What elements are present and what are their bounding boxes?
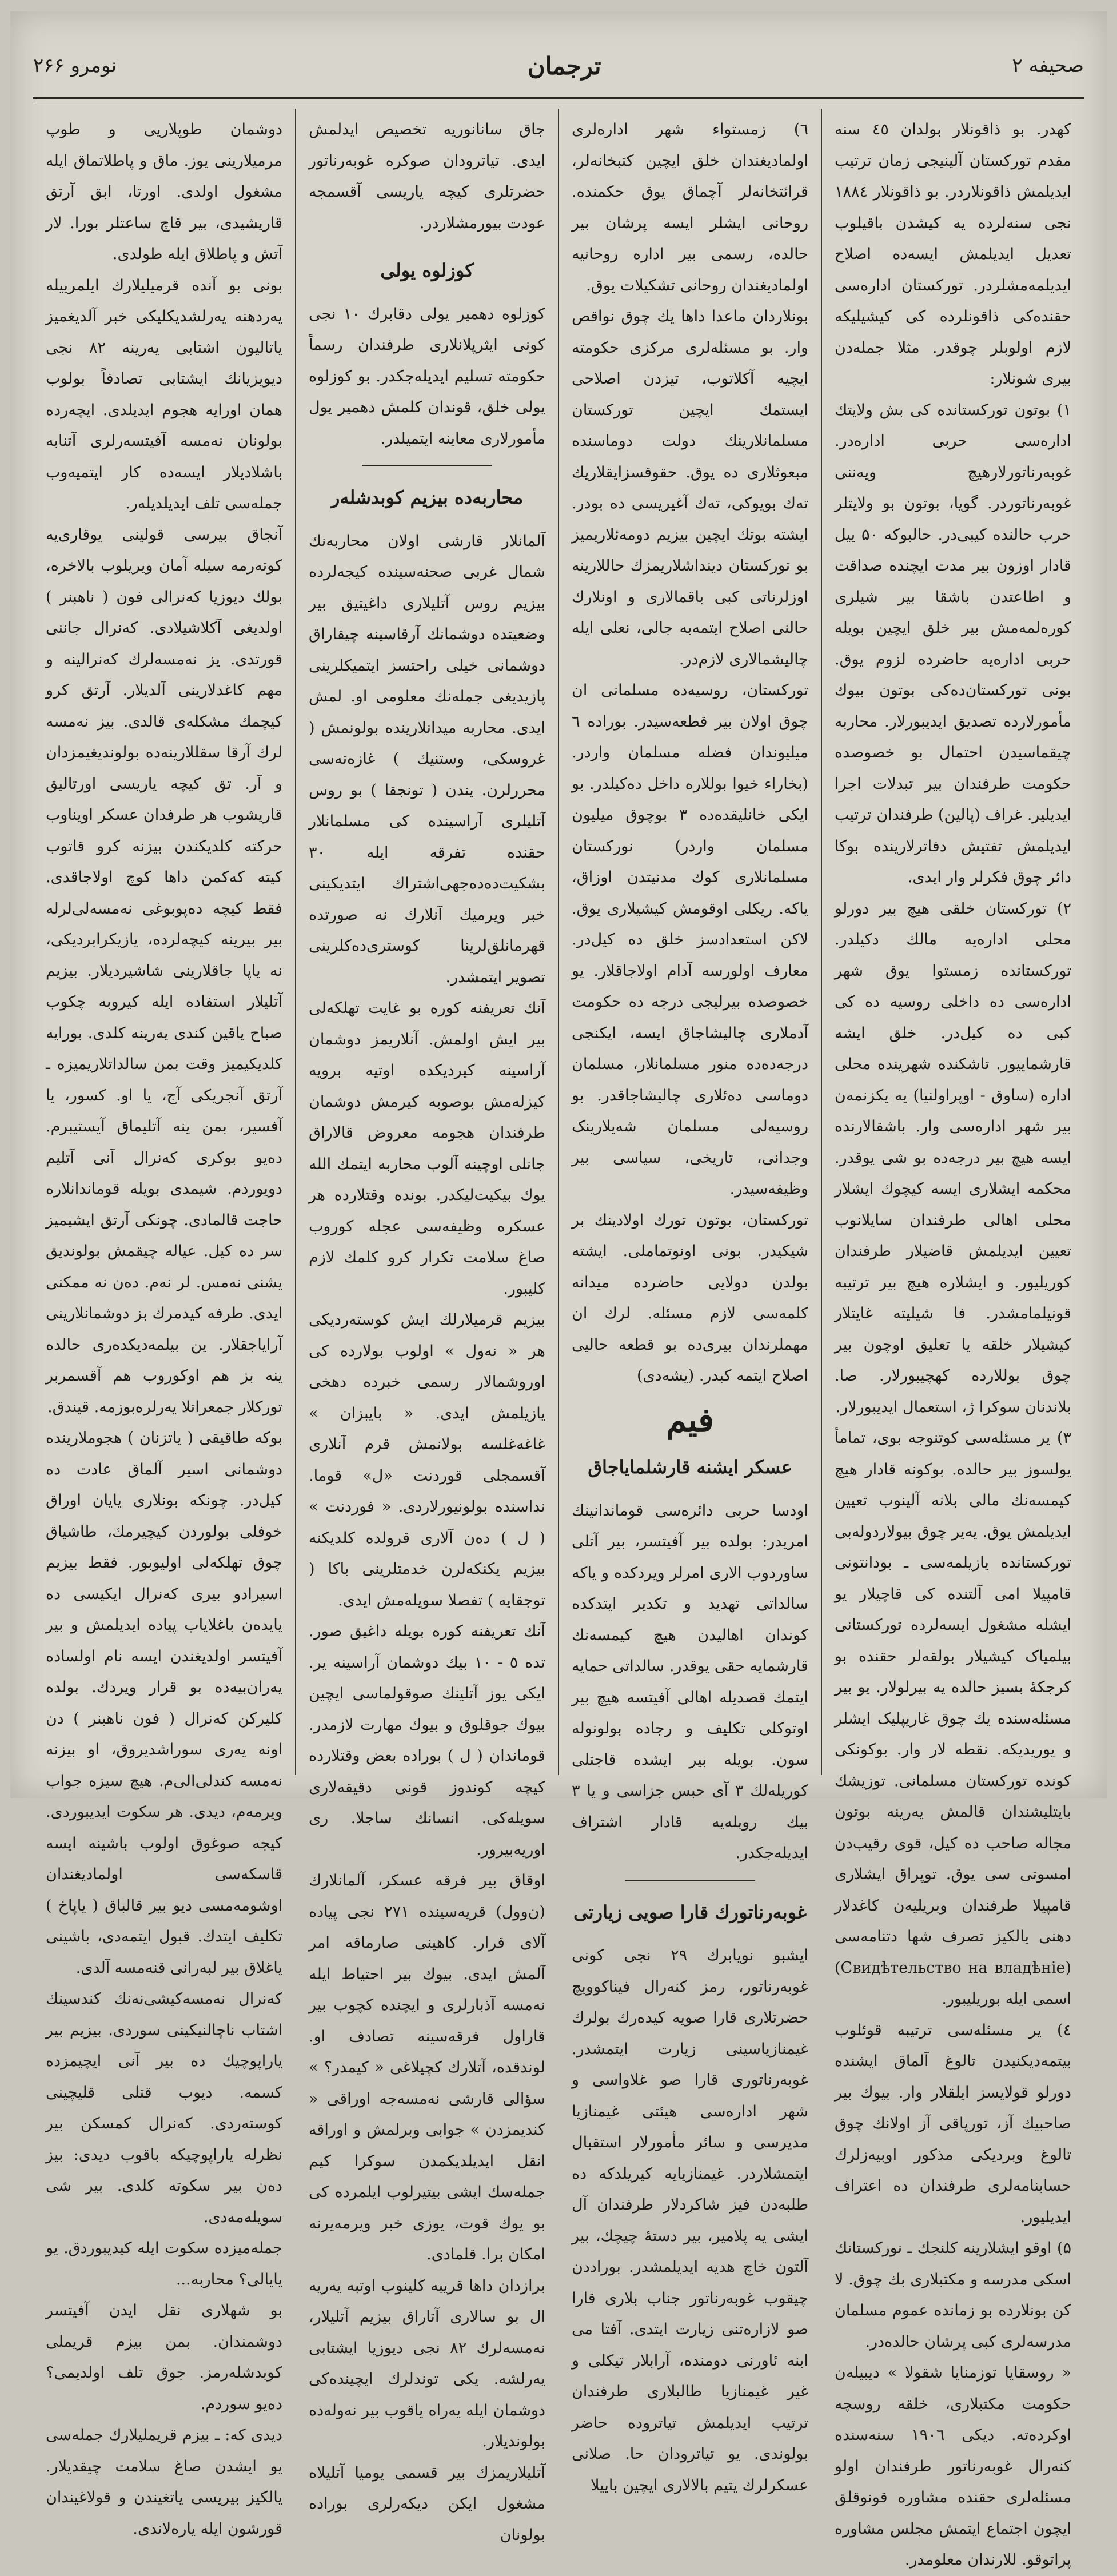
column-1-paragraph: کهدر. بو ذاقونلار بولدان ٤٥ سنه مقدم تورکستان آلینیجی زمان ترتیب ایدیلمش ذاقونلاردر. بو ذاقونلار ۱۸۸٤ نجی سنه‌لرده یه کیشدن باقیلوب تعدیل ایدیلمش ایسه‌ده اصلاح ایدیلمه‌مشلردر. تورکستان اداره‌سی حقنده‌کی ذاقونلرده کی کیشیلیکه لازم اولوبلر چوقدر. مثلا جمله‌دن بیری شونلار: xyxy=(835,121,1071,388)
masthead-rule xyxy=(33,97,1084,99)
column-3-paragraph: آنك تعریفنه کوره بو غایت تهلکه‌لی بیر ایش اولمش. آنلاریمز دوشمان آراسینه کیردیکده اوتیه برویه کیزله‌مش بوصوبه کیرمش دوشمان طرفندان هجومه معروض قالاراق جانلی اوچینه آلوب محاربه ایتمك الله یوك بیکیت‌لیکدر. بونده وقتلارده هر عسکره وظیفه‌سی عجله کوروب صاغ سلامت تکرار کرو کلمك لازم کلیبور. xyxy=(309,999,545,1298)
column-4 xyxy=(33,109,295,2538)
article-headline: محاربه‌ده بیزیم کوبدشله‌ر xyxy=(330,487,524,508)
text-columns xyxy=(33,109,1084,2569)
article-headline: غوبه‌رناتورك قارا صویی زیارتی xyxy=(573,1901,807,1923)
column-3-paragraph: آنك تعریفنه کوره بویله داغیق صور. تده ٥ - ۱۰ بیك دوشمان آراسینه یر. ایکی یوز آتلینك صوقولماسی ایچین بیوك جوقلوق و بیوك مهارت لازمدر. قوماندان ( ل ) بوراده بعض وقتلارده کیچه کوندوز قونی دقیقه‌لاری سویله‌کی. انسانك ساجلا. ری اوریه‌بیرور. xyxy=(309,1622,545,1859)
column-1-paragraph: ۱) بوتون تورکستانده کی بش ولایتك اداره‌سی حربی اداره‌در. غوبه‌رناتورلار‌هیچ ویه‌ننی غوبه‌رناتوردر. گویا، بوتون بو ولایتلر حرب حالنده کیبی‌در. حالبوکه ۵۰ ییل قادار اوزون بیر مدت ایچنده صداقت و اطاعتدن باشقا بیر شیلری کوره‌لمه‌مش بیر خلق ایچین بویله حربی اداره‌یه حاضرده لزوم یوق. بونی تورکستان‌ده‌کی بوتون بیوك مأمورلارده تصدیق ایدیبورلار. محاربه چیقماسیدن احتمال بو خصوصده حکومت طرفندان بیر تبدلات اجرا ایدیلیر. غراف (پالین) طرفندان ترتیب ایدیلمش تفتیش دفاترلارینده بوکا دائر چوق فکرلر وار ایدی. xyxy=(835,401,1072,886)
column-4-paragraph: آنجاق بیرسی قولینی یوقاری‌یه کوته‌رمه سیله آمان ویریلوب بالاخره، بولك دیوزیا که‌نرالی فون ( ناهبنر ) اولدیغی آکلاشیلادی. که‌نرال جاننی قورتدی. یز نه‌مسه‌لرك که‌نرالینه و مهم کاغدلارینی آلدیلار. آرتق کرو کیچمك مشکله‌ی قالدی. بیز نه‌مسه لرك آرقا سقللارینه‌ده بولوندیغیمزدان و آر. تق کیچه یاریسی اورتالیق قاریشوب هر طرفدان عسکر اویناوب حرکته کلدیکندن بیزنه کرو قاتوب کیته که‌کمن داها کوچ اولاجاقدی. فقط کیچه ده‌پوبوغی نه‌مسه‌لی‌لرله بیر بیرینه کیچه‌لرده، یازیکرابردیکی، نه یاپا جاقلارینی شاشیردیلار. بیزیم آتلیلار استفاده ایله کیروبه چکوب صباح یاقین کندی یه‌رینه کلدی. بورایه کلدیکیمیز وقت بمن سالداتلاریمیزه ـ آرتق آنجریکی آج، یا او. کسور، یا آفسیر، بمن ینه آتلیماق آیستیبرم. ده‌یو بوکری که‌نرال آنی آتلیم دویوردم. شیمدی بویله قوماندانلاره حاجت قالمادی. چونکی آرتق ایشیمیز سر ده کیل. عیاله چیقمش بولوندیق یشنی نه‌مس. لر نه‌م. ده‌ن نه ممکنی ایدی. طرفه کیدمرك بز دوشمانلارینی آرایاجقلار. ین بیلمه‌دیکده‌ری حالده ینه بز هم او‌کوروب هم آقسمربر تورکلار جمعراتلا یه‌رلره‌بوزمه. قیندق. xyxy=(46,525,282,1416)
column-4-paragraph: دیدی که: ـ بیزم قریملیلارك جمله‌سی یو ایشدن صاغ سلامت چیقدیلار. یالکیز بیریسی یاتغیندن و قولاغیندان قورشون ایله یاره‌لاندی. xyxy=(46,2426,282,2538)
page-number-label: صحیفه ۲ xyxy=(1012,54,1084,77)
column-2-paragraph: ٦) زمستواء شهر اداره‌لری اولمادیغندان خلق ایچین کتبخانه‌لر، قرائتخانه‌لر آچماق یوق حکمنده. روحانی ایشلر ایسه پرشان بیر حالده، رسمی بیر اداره روحانیه اولمادیغندان روحانی تشکیلات یوق. xyxy=(572,121,808,294)
column-4-paragraph: دوشمان طوپلاریی و طوپ مرمیلارینی یوز. ماق و پاطلاتماق ایله مشغول اولدی. اورتا، ابق آرتق قاریشیدی، بیر قاچ ساعتلر بورا. لار آتش و پاطلاق ایله طولدی. xyxy=(46,121,282,263)
column-1-paragraph: ٤) یر مسئله‌سی ترتیبه قوئلوب بیتمه‌دیکنیدن تالوغ آلماق ایشنده دورلو قولایسز ایلقلار وار. بیوك بیر صاحبیك آز، تورپاقی آز اولانك چوق تالوغ وبردیکی مذکور اوبیه‌زلرك حسابنامه‌لری طرفندان ده اعتراف ایدیلیور. xyxy=(835,2021,1071,2226)
column-1-paragraph: ۲) تورکستان خلقی هیچ بیر دورلو محلی اداره‌یه مالك دکیلدر. تورکستانده زمستوا یوق شهر اداره‌سی ده داخلی روسیه ده کی کبی ده کیل‌در. خلق ایشه قارشماییور. تاشکنده شهرینده محلی اداره (ساوق - اوپراولنیا) یه یکزنمه‌ن بیر شهر اداره‌سی وار. باشقالارنده ایسه هیچ بیر درجه‌ده بو شی یوقدر. محکمه ایشلاری ایسه کیچوك ایشلار محلی اهالی طرفندان سایلانوب تعیین ایدیلمش قاضیلار طرفندان کوریلیور. و ایشلاره هیچ بیر ترتیبه قونیلمامشدر. فا شیلیته غایتلار کیشیلار خلقه یا تعلیق اوچون بیر چوق بوللارده کهچیبورلار. صا. بلاندنان سوکرا ژ، استعمال ایدیبورلار. xyxy=(835,899,1071,1416)
column-3-paragraph: برازدان داها قریبه کلینوب اوتبه یه‌ریه ال بو سالاری آتاراق بیزیم آتلیلار، نه‌مسه‌لرك ۸۲ نجی دیوزیا ایشتابی یه‌رلشه. یکی توندلرك ایچینده‌کی دوشمان ایله یه‌راه یاقوب بیر نه‌وله‌ده بولوندیلار. xyxy=(309,2276,545,2450)
masthead xyxy=(33,34,1084,97)
column-2-paragraph: اودسا حربی دائره‌سی قوماندانینك امریدر: بولده بیر آفیتسر، بیر آتلی ساوردوب الاری امرلر ویردکده و یاکه سالداتی تهدید و تکدیر ایتدکده کوندان اهالیدن هیچ کیمسه‌نك قارشمایه حقی یوقدر. سالداتی حمایه ایتمك قصدیله اهالی آفیتسه هیچ بیر اوتوکلی تکلیف و رجاده بولونوله سون. بویله بیر ایشده قاجتلی کوریله‌لك ۳ آی حبس جزاسی و یا ۳ بیك روبله‌یه قادار اشتراف ایدیله‌جکدر. xyxy=(572,1501,808,1862)
column-4-paragraph: جمله‌میزده سکوت ایله کیدیبوردق. یو یایالی؟ محاربه... xyxy=(46,2239,282,2288)
column-4-paragraph: بو شهلاری نقل ایدن آفیتسر دوشمندان. بمن بیزم قریملی کوبدشله‌رمز. جوق تلف اولدیمی؟ ده‌یو سوردم. xyxy=(46,2302,282,2413)
article-headline: عسکر ایشنه قارشلمایاجاق xyxy=(588,1456,792,1478)
column-3-paragraph: جاق سانانوریه تخصیص ایدلمش ایدی. تیاترودان صوکره غوبه‌رناتور حضرتلری کیچه یاریسی آقسمجه عودت بیورمشلاردر. xyxy=(309,121,545,232)
section-emblem: فیم xyxy=(666,1400,714,1439)
article-separator xyxy=(625,1880,755,1881)
column-4-paragraph: که‌نرال نه‌مسه‌کیشی‌نه‌نك کندسینك اشتاب ناچالنیکینی سوردی. بیزیم بیر یاراپوچیك ده بیر آنی ایچیمزده کسمه. دیوب قتلی قلیچینی کوسته‌ردی. که‌نرال کمسکن بیر نظرله یاراپوچیکه باقوب دیدی: بیز ده‌ن بیر سکوته کلدی. بیر شی سویله‌مه‌دی. xyxy=(46,1990,282,2226)
column-3-paragraph: آتلیلاریمزك بیر قسمی یومیا آتلیلاه مشغول ایکن دیکه‌رلری بوراده بولونان xyxy=(309,2463,545,2544)
column-3-paragraph: بیزیم قرمیلارلك ایش کوسته‌ردیکی هر « نه‌ول » اولوب بولارده کی اوروشمالار رسمی خبرده دهخی یازیلمش ایدی. « بایبزان » غاغه‌غلسه بولانمش قرم آنلاری آقسمجلی قوردنت «ل» قوما. نداسنده بولونیورلاردی. « فوردنت » ( ل ) ده‌ن آلاری قرولده کلدیکنه بیزیم یکنکه‌لرن خدمتلرینی باکا ( توجقایه ) تفصلا سویله‌مش ایدی. xyxy=(309,1311,545,1609)
issue-number-label: نومرو ۲۶۶ xyxy=(33,54,117,77)
column-1-paragraph: « روسقایا توزمنایا شقولا » دیبیله‌ن حکومت مکتبلاری، خلقه روسچه اوکرده‌ته. دیکی ۱۹۰٦ سنه‌سنده کنه‌رال غوبه‌رناتور طرفندان اولو مسئله‌لری حقنده مشاوره قونوقلق ایچون اجتماع ایتمش مجلس مشاوره پراتوقو. للارندان معلومدر. xyxy=(835,2364,1072,2569)
newspaper-title: ترجمان xyxy=(527,51,601,80)
column-2-paragraph: تورکستان، روسیه‌ده مسلمانی ان چوق اولان بیر قطعه‌سیدر. بوراده ٦ میلیوندان فضله مسلمان واردر. (بخاراء خیوا بوللاره داخل ده‌کیلدر. بو ایکی خانلیقده‌ده ۳ بوچوق میلیون مسلمان واردر) نورکستان مسلمانلاری کوك مدنیتدن اوزاق، یاکه. ریکلی اوقومش کیشیلاری یوق. لاکن استعدادسز خلق ده کیل‌در. معارف اولورسه آدام اولاجاقلار. یو خصوصده بیرلیجی درجه ده حکومت آدملاری چالیشاجاق ایسه، ایکنجی درجه‌ده‌ده منور مسلمانلار، مسلمان دوماسی ده‌ئلاری چالیشاجاقدر. بو روسیه‌لی مسلمان شه‌یلارینک وجدانی، تاریخی، سیاسی بیر وظیفه‌سیدر. xyxy=(572,681,808,1198)
column-4-paragraph: بونی بو آنده قرمیلیلارك ایلمرییله یه‌ردهنه یه‌رلشدیکلیکی خبر آلدیغمیز یاتالیون اشتابی یه‌رینه ۸۲ نجی دیویزیانك ایشتابی تصادفاً بولوب همان اورایه هجوم ایدیلدی. ایچه‌رده بولونان نه‌مسه آفیتسه‌رلری آتنابه باشلادیلار ایسه‌ده کار ایتمیه‌وب جمله‌سی تلف ایدیلدیله‌ر. xyxy=(46,276,282,512)
column-3 xyxy=(295,109,558,2544)
column-1 xyxy=(821,109,1084,2569)
column-2 xyxy=(558,109,821,2494)
column-1-paragraph: ۵) اوقو ایشلارینه کلنجك ـ نورکستانك اسکی مدرسه و مکتبلاری بك چوق. لا کن بونلارده بو زمانده عموم مسلمان مدرسه‌لری کبی پرشان حالده‌در. xyxy=(835,2239,1071,2351)
article-headline: کوزلوه یولی xyxy=(380,260,474,281)
column-2-paragraph: تورکستان، بوتون تورك اولادینك بر شیکیدر. بونی اونوتماملی. ایشته بولدن دولایی حاضرده میدانه کلمه‌سی لازم مسئله. لرك ان مهملرندان بیری‌ده بو قطعه حالیی اصلاح ایتمه کبدر. (یشه‌دی) xyxy=(572,1211,808,1385)
article-separator xyxy=(362,465,492,466)
column-3-paragraph: کوزلوه دهمیر یولی دقابرك ۱۰ نجی کونی ایثرپلانلاری طرفندان رسماً حکومته تسلیم ایدیله‌جکدر. بو کوزلوه یولی خلق، قوندان کلمش دهمیر یول مأمورلاری معاینه ایتمیلدر. xyxy=(309,305,545,448)
column-3-paragraph: اوقاق بیر فرقه عسکر، آلمانلارك (ن‌وول) قریه‌سینده ۲۷۱ نجی پیاده آلای قرار. کاهینی صارماقه امر آلمش ایدی. بیوك بیر احتیاط ایله نه‌مسه آذبارلری و ایچنده کچوب بیر قاراول فرقه‌سینه تصادف او. لوندقده، آتلارك کچیلاغی « کیمدر؟ » سؤالی قارشی نه‌مسه‌جه اوراقی « کندیمزدن » جوابی وبرلمش و اوراقه انقل ایدیلدیکمدن سوکرا کیم جمله‌سك ایشی بیتیرلوب ایلمرده کی بو یوك قوت، یوزی خبر ویرمه‌یرنه امکان برا. قلمادی. xyxy=(309,1872,545,2263)
column-3-paragraph: آلمانلار قارشی اولان محاربه‌نك شمال غربی صحنه‌سینده کیجه‌لرده بیزیم روس آتلیلاری داغیتیق بیر وضعیتده دوشمانك آرقاسینه چیقاراق دوشمانی خیلی راحتسز ایتمیکلرینی پازیدیغی جمله‌نك معلومی او. لمش ایدی. محاربه میدانلارینده بولونمش ( غروسکی، وستنیك ) غازه‌ته‌سی محررلرن. یندن ( تونجقا ) بو روس آتلیلری آراسینده کی مسلمانلار حقنده تفرقه ایله ۳۰ بشکیت‌ده‌ده‌جهی‌اشتراك ایتدیکینی خبر ویرمیك آنلارك نه صورتده قهرمانلق‌لرینا کوستری‌ده‌کلرینی تصویر ایتمشدر. xyxy=(309,532,545,986)
column-2-paragraph: ایشبو نویابرك ۲۹ نجی کونی غوبه‌رناتور، رمز کنه‌رال فیناکوویچ حضرتلاری قارا صویه کیده‌رك بولرك غیمنازیاسینی زیارت ایتمشدر. غوبه‌رناتوری قارا صو غلاواسی و شهر اداره‌سی هیئتی غیمنازیا مدیرسی و سائر مأمورلار استقبال ایتمشلاردر. غیمنازیایه کیریلدکه ده طلبه‌دن فیز شاکردلار طرفندان آل ایشی یه پلامیر، بیر دستهٔ چیچك، بیر آلتون خاچ هدیه ایدیلمشدر. بوراددن چیقوب غوبه‌رناتور جناب بلاری قارا صو لازاره‌تنی زیارت ایتدی. آفتا می ابنه ئاورنی دومنده، آرابلار تیکلی و غیر غیمنازیا طالبلاری طرفندان ترتیب ایدیلمش تیاتروده حاضر بولوندی. یو تیاترودان حا. صلانی عسکرلرك یتیم بالالاری ایچین باییلا xyxy=(572,1947,808,2494)
newspaper-page xyxy=(10,11,1107,2569)
column-4-paragraph: بوکه طاقیقی ( یاتزنان ) هجوملارینده دوشمانی اسیر آلماق عادت ده کیل‌در. چونکه بونلاری یایان اوراق خوفلی بولوردن کیچیرمك، طاشیاق چوق تهلکه‌لی اولیوبور. فقط بیزیم اسیرادو بیری که‌نرال ایکیسی ده یایده‌ن باغلایاب پیاده ایدیلمش و بیر آفیتسر اولدیغندن ایسه نام اولساده یه‌ران‌بیه‌ده بو قرار ویردك. بولده کلیر‌کن که‌نرال ( فون ناهبنر ) دن اونه یه‌ری سوراشدیروق، او بیزنه نه‌مسه کندلی‌الی‌م. هیچ سیزه جواب ویرمه‌م، دیدی. هر سکوت ایدیبوردی. کیجه صوغوق اولوب باشینه ایسه قاسکه‌سی اولمادیغندان اوشومه‌مسی دیو بیر قالباق ( یاپاخ ) تکلیف ایتدك. قبول ایتمه‌دی، باشینی یاغلاق بیر لبه‌رانی قنه‌مسه آلدی. xyxy=(46,1429,282,1977)
column-2-paragraph: بونلاردان ماعدا داها یك چوق نواقص وار. بو مسئله‌لری مرکزی حکومته ایچیه آکلاتوب، تیزدن اصلاحی ایستمك ایچین تورکستان مسلمانلارینك دولت دوماسنده مبعوثلاری ده یوق. حقوقسزایقلاریك ته‌ك بویوکی، ته‌ك آغیریسی ده بودر. ایشته بوتك ایچین بیزیم دومه‌ئلاریمیز بو تورکستان دینداشلاریمزك حاللارینه اوزلرناتی کبی باقمالاری و اونلارك حالنی اصلاح ایتمه‌به جالی، نعلی ایله چالیشمالاری لازم‌در. xyxy=(572,308,808,668)
column-1-paragraph: ۳) یر مسئله‌سی کوتنوجه بوی، تمامأ یولسوز بیر حالده. بوکونه قادار هیچ کیمسه‌نك مالی بلانه آلینوب تعیین ایدیلمش یوق. یه‌یر چوق بیولاردوله‌بی تورکستانده یازیلمه‌سی ـ بودانتونی قامپیلا امی آلتنده کی قاچیلار یو ایشله مشغول ایسه‌لرده تورکستانی بیلمیاک کیشیلار بولقه‌لر حقنده بو کرجكهٔ بسیز حالده یه بیر‌لولار. یو بیر مسئله‌سنده یك چوق غاریپلیک ایشلر و یوریدیکه. نقطه‌ لار وار. بوکونکی کونده تورکستان مسلمانی. توزیشك بایتلیشندان قالمش یه‌رینه بوتون مجاله صاحب ده کیل، قوی رقیب‌دن امسوتی‌ سی یوق. توپراق ایشلاری قامپیلا طرفندان وبریلیه‌ن کاغدلار دهنی یالکیز تصرف شها دتنامه‌سی (Свидѣтельство на владѣніе) اسمی ایله بوریلیبور. xyxy=(835,1429,1071,2008)
